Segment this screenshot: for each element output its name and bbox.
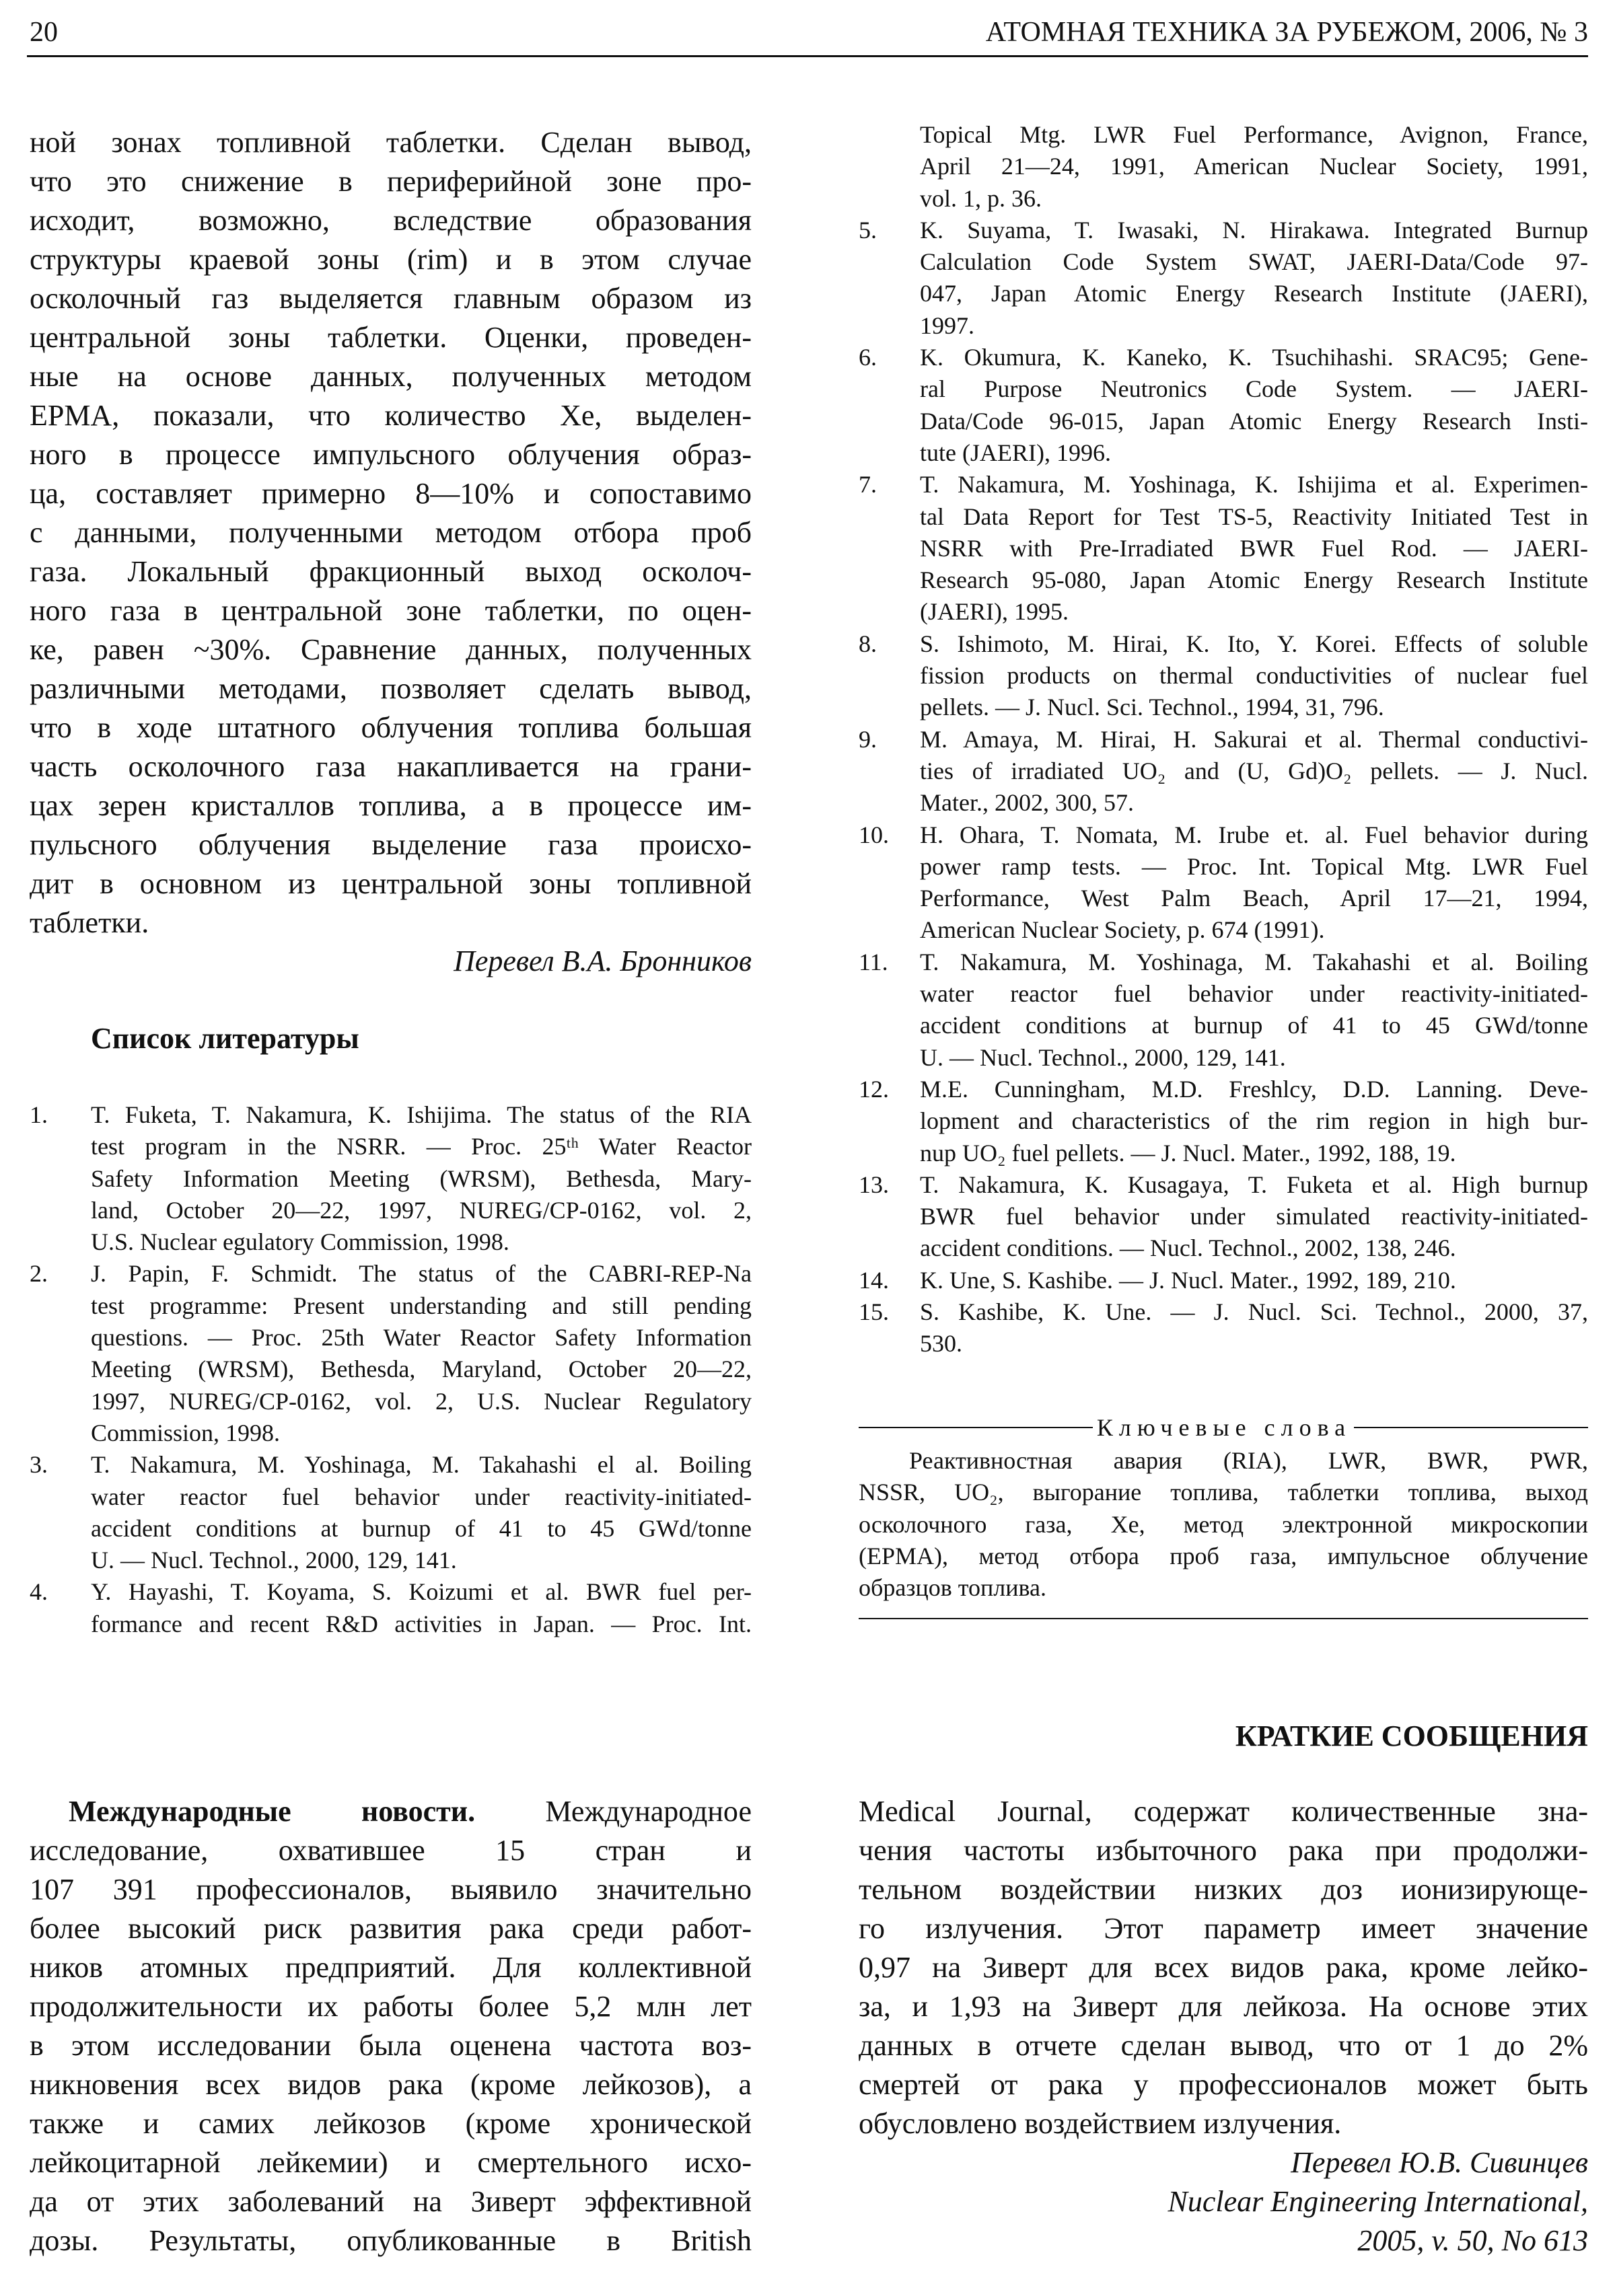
text-line: ные на основе данных, полученных методом [30, 360, 752, 393]
reference-number: 9. [859, 725, 877, 753]
keywords-text [859, 1445, 1588, 1604]
reference-line: formance and recent R&D activities in Japan. — Proc. Int. [91, 1610, 752, 1637]
reference-line: K. Suyama, T. Iwasaki, N. Hirakawa. Integrated Burnup [920, 216, 1588, 244]
article-text [30, 123, 752, 942]
text-line: часть осколочного газа накапливается на грани- [30, 750, 752, 783]
reference-line: T. Nakamura, M. Yoshinaga, M. Takahashi et al. Boiling [920, 948, 1588, 975]
text-line: центральной зоны таблетки. Оценки, проведен- [30, 321, 752, 354]
text-line: ке, равен ~30%. Сравнение данных, полученных [30, 633, 752, 666]
text-line: осколочного газа, Хе, метод электронной микроскопии [859, 1510, 1588, 1538]
reference-line: 1997, NUREG/CP-0162, vol. 2, U.S. Nuclear Regulatory [91, 1387, 752, 1415]
reference-line: Topical Mtg. LWR Fuel Performance, Avignon, France, [920, 121, 1588, 148]
text-line: ной зонах топливной таблетки. Сделан вывод, [30, 126, 752, 159]
text-line: 107 391 профессионалов, выявило значительно [30, 1873, 752, 1906]
reference-line: tal Data Report for Test TS-5, Reactivity Initiated Test in [920, 503, 1588, 530]
reference-number: 14. [859, 1266, 889, 1294]
reference-item [920, 119, 1588, 215]
text-line: осколочный газ выделяется главным образом из [30, 282, 752, 315]
text-line: ников атомных предприятий. Для коллективной [30, 1951, 752, 1984]
reference-line: land, October 20—22, 1997, NUREG/CP-0162, vol. 2, [91, 1196, 752, 1224]
reference-line: Research 95-080, Japan Atomic Energy Research Institute [920, 566, 1588, 594]
text-line: лейкоцитарной лейкемии) и смертельного исхо- [30, 2146, 752, 2179]
reference-line: H. Ohara, T. Nomata, M. Irube et. al. Fuel behavior during [920, 821, 1588, 848]
reference-line: S. Ishimoto, M. Hirai, K. Ito, Y. Korei. Effects of soluble [920, 630, 1588, 657]
text-line: дозы. Результаты, опубликованные в British [30, 2224, 752, 2257]
text-line: 0,97 на Зиверт для всех видов рака, кроме лейко- [859, 1951, 1588, 1984]
reference-line: T. Nakamura, M. Yoshinaga, M. Takahashi el al. Boiling [91, 1451, 752, 1479]
reference-line: water reactor fuel behavior under reactivity-initiated- [91, 1483, 752, 1510]
section-title: КРАТКИЕ СООБЩЕНИЯ [1235, 1719, 1588, 1752]
reference-item [859, 1074, 1588, 1169]
keywords-rule-right [1354, 1427, 1588, 1428]
text-line: го излучения. Этот параметр имеет значение [859, 1912, 1588, 1945]
text-line: исходит, возможно, вследствие образования [30, 204, 752, 237]
keywords-rule-left [859, 1427, 1093, 1428]
news-source-line2: 2005, v. 50, No 613 [1357, 2224, 1588, 2257]
reference-line: Y. Hayashi, T. Koyama, S. Koizumi et al. BWR fuel per- [91, 1578, 752, 1606]
reference-line: M. Amaya, M. Hirai, H. Sakurai et al. Thermal conductivi- [920, 725, 1588, 753]
reference-line: vol. 1, p. 36. [920, 184, 1042, 212]
reference-line: tute (JAERI), 1996. [920, 439, 1111, 466]
reference-line: U.S. Nuclear egulatory Commission, 1998. [91, 1228, 509, 1256]
reference-item [859, 215, 1588, 342]
text-line: за, и 1,93 на Зиверт для лейкоза. На основе этих [859, 1990, 1588, 2023]
text-line: что в ходе штатного облучения топлива большая [30, 711, 752, 744]
text-line: дит в основном из центральной зоны топливной [30, 867, 752, 900]
keywords-bottom-rule [859, 1618, 1588, 1619]
text-line: данных в отчете сделан вывод, что от 1 до 2% [859, 2029, 1588, 2062]
reference-line: ral Purpose Neutronics Code System. — JAERI- [920, 375, 1588, 403]
reference-item [859, 947, 1588, 1074]
text-line: никновения всех видов рака (кроме лейкозов), а [30, 2068, 752, 2101]
reference-line: ties of irradiated UO₂ and (U, Gd)O₂ pellets. — J. Nucl. [920, 757, 1588, 784]
news-left-lines [30, 1831, 752, 2260]
page-number: 20 [30, 17, 58, 48]
references-title: Список литературы [91, 1022, 359, 1055]
news-left-column [30, 1792, 752, 2260]
reference-line: accident conditions. — Nucl. Technol., 2002, 138, 246. [920, 1234, 1456, 1262]
reference-line: U. — Nucl. Technol., 2000, 129, 141. [91, 1547, 457, 1574]
reference-line: (JAERI), 1995. [920, 598, 1069, 626]
reference-item [859, 469, 1588, 628]
keywords-title: Ключевые слова [1096, 1414, 1352, 1441]
translator-credit: Перевел В.А. Бронников [454, 945, 752, 977]
reference-line: power ramp tests. — Proc. Int. Topical Mtg. LWR Fuel [920, 852, 1588, 880]
reference-line: K. Okumura, K. Kaneko, K. Tsuchihashi. SRAC95; Gene- [920, 344, 1588, 371]
header-rule [27, 55, 1588, 57]
reference-item [859, 1169, 1588, 1265]
reference-line: Commission, 1998. [91, 1419, 281, 1446]
news-translator: Перевел Ю.В. Сивинцев [1291, 2146, 1588, 2179]
reference-line: accident conditions at burnup of 41 to 45 GWd/tonne [91, 1514, 752, 1542]
text-line: смертей от рака у профессионалов может быть [859, 2068, 1588, 2101]
reference-line: fission products on thermal conductivities of nuclear fuel [920, 662, 1588, 690]
reference-number: 4. [30, 1578, 48, 1606]
reference-line: lopment and characteristics of the rim region in high bur- [920, 1107, 1588, 1135]
reference-number: 11. [859, 948, 888, 975]
reference-line: April 21—24, 1991, American Nuclear Society, 1991, [920, 153, 1588, 180]
news-right-lines [859, 1792, 1588, 2143]
reference-item [859, 342, 1588, 469]
text-line: Реактивностная авария (RIA), LWR, BWR, PWR, [909, 1447, 1588, 1474]
reference-item [30, 1449, 752, 1576]
reference-line: K. Une, S. Kashibe. — J. Nucl. Mater., 1992, 189, 210. [920, 1266, 1456, 1294]
reference-line: 530. [920, 1330, 962, 1358]
text-line: исследование, охватившее 15 стран и [30, 1834, 752, 1867]
reference-line: accident conditions at burnup of 41 to 45 GWd/tonne [920, 1012, 1588, 1039]
news-lead: Международные новости. [69, 1795, 476, 1828]
text-line: продолжительности их работы более 5,2 млн лет [30, 1990, 752, 2023]
reference-item [859, 628, 1588, 724]
reference-line: J. Papin, F. Schmidt. The status of the CABRI-REP-Na [91, 1260, 752, 1288]
reference-line: NSRR with Pre-Irradiated BWR Fuel Rod. — JAERI- [920, 534, 1588, 562]
reference-line: nup UO₂ fuel pellets. — J. Nucl. Mater., 1992, 188, 19. [920, 1139, 1456, 1166]
reference-item [30, 1258, 752, 1449]
reference-number: 12. [859, 1075, 889, 1103]
reference-line: Mater., 2002, 300, 57. [920, 789, 1134, 817]
text-line: газа. Локальный фракционный выход осколоч- [30, 555, 752, 588]
text-line: также и самих лейкозов (кроме хронической [30, 2107, 752, 2140]
text-line: чения частоты избыточного рака при продолжи- [859, 1834, 1588, 1867]
reference-line: M.E. Cunningham, M.D. Freshlcy, D.D. Lanning. Deve- [920, 1075, 1588, 1103]
reference-line: Meeting (WRSM), Bethesda, Maryland, October 20—22, [91, 1356, 752, 1383]
reference-line: BWR fuel behavior under simulated reactivity-initiated- [920, 1203, 1588, 1230]
reference-line: Data/Code 96-015, Japan Atomic Energy Research Insti- [920, 407, 1588, 435]
text-line: цах зерен кристаллов топлива, а в процессе им- [30, 789, 752, 822]
reference-number: 10. [859, 821, 889, 848]
reference-line: pellets. — J. Nucl. Sci. Technol., 1994, 31, 796. [920, 694, 1384, 721]
reference-number: 15. [859, 1298, 889, 1325]
text-line: с данными, полученными методом отбора проб [30, 516, 752, 549]
reference-line: water reactor fuel behavior under reactivity-initiated- [920, 980, 1588, 1008]
reference-line: questions. — Proc. 25th Water Reactor Safety Information [91, 1324, 752, 1351]
news-right-column [859, 1792, 1588, 2260]
running-header: АТОМНАЯ ТЕХНИКА ЗА РУБЕЖОМ, 2006, № 3 [985, 17, 1588, 48]
text-line: ца, составляет примерно 8—10% и сопоставимо [30, 477, 752, 510]
text-line: структуры краевой зоны (rim) и в этом случае [30, 243, 752, 276]
reference-item [30, 1099, 752, 1258]
reference-number: 8. [859, 630, 877, 657]
news-source-line1: Nuclear Engineering International, [1168, 2185, 1588, 2218]
reference-number: 13. [859, 1171, 889, 1198]
reference-number: 7. [859, 471, 877, 498]
text-line: таблетки. [30, 906, 149, 939]
reference-item [859, 724, 1588, 819]
text-line: NSSR, UO₂, выгорание топлива, таблетки топлива, выход [859, 1479, 1588, 1506]
reference-number: 6. [859, 344, 877, 371]
text-line: обусловлено воздействием излучения. [859, 2107, 1342, 2140]
text-line: Medical Journal, содержат количественные зна- [859, 1795, 1588, 1828]
text-line: ЕРМА, показали, что количество Хе, выделен- [30, 399, 752, 432]
reference-line: 1997. [920, 311, 974, 339]
text-line: (ЕРМА), метод отбора проб газа, импульсное облучение [859, 1542, 1588, 1569]
reference-line: Calculation Code System SWAT, JAERI-Data/Code 97- [920, 248, 1588, 276]
news-first-line-rest: Международное [475, 1795, 752, 1828]
text-line: образцов топлива. [859, 1574, 1047, 1602]
reference-line: S. Kashibe, K. Une. — J. Nucl. Sci. Technol., 2000, 37, [920, 1298, 1588, 1325]
text-line: да от этих заболеваний на Зиверт эффективной [30, 2185, 752, 2218]
reference-line: Safety Information Meeting (WRSM), Bethesda, Mary- [91, 1164, 752, 1192]
text-line: ного газа в центральной зоне таблетки, по оцен- [30, 594, 752, 627]
keywords-heading [859, 1411, 1588, 1444]
reference-line: 047, Japan Atomic Energy Research Institute (JAERI), [920, 280, 1588, 307]
reference-line: T. Nakamura, M. Yoshinaga, K. Ishijima et al. Experimen- [920, 471, 1588, 498]
reference-line: Performance, West Palm Beach, April 17—21, 1994, [920, 885, 1588, 912]
reference-number: 3. [30, 1451, 48, 1479]
reference-item [859, 1296, 1588, 1360]
reference-item [30, 1576, 752, 1640]
reference-item [859, 819, 1588, 947]
references-list-right [859, 119, 1588, 1360]
reference-number: 2. [30, 1260, 48, 1288]
references-list-left [30, 1099, 752, 1640]
reference-line: T. Fuketa, T. Nakamura, K. Ishijima. The status of the RIA [91, 1101, 752, 1128]
reference-item [859, 1265, 1588, 1296]
text-line: пульсного облучения выделение газа происхо- [30, 828, 752, 861]
reference-line: T. Nakamura, K. Kusagaya, T. Fuketa et al. High burnup [920, 1171, 1588, 1198]
reference-number: 5. [859, 216, 877, 244]
text-line: тельном воздействии низких доз ионизирующе- [859, 1873, 1588, 1906]
text-line: ного в процессе импульсного облучения образ- [30, 438, 752, 471]
news-first-line [30, 1792, 752, 1831]
text-line: различными методами, позволяет сделать вывод, [30, 672, 752, 705]
reference-line: test programme: Present understanding and still pending [91, 1292, 752, 1319]
reference-line: test program in the NSRR. — Proc. 25ᵗʰ Water Reactor [91, 1133, 752, 1160]
reference-line: U. — Nucl. Technol., 2000, 129, 141. [920, 1043, 1286, 1071]
text-line: что это снижение в периферийной зоне про- [30, 165, 752, 198]
reference-number: 1. [30, 1101, 48, 1128]
reference-line: American Nuclear Society, p. 674 (1991). [920, 916, 1325, 944]
text-line: более высокий риск развития рака среди работ- [30, 1912, 752, 1945]
text-line: в этом исследовании была оценена частота воз- [30, 2029, 752, 2062]
